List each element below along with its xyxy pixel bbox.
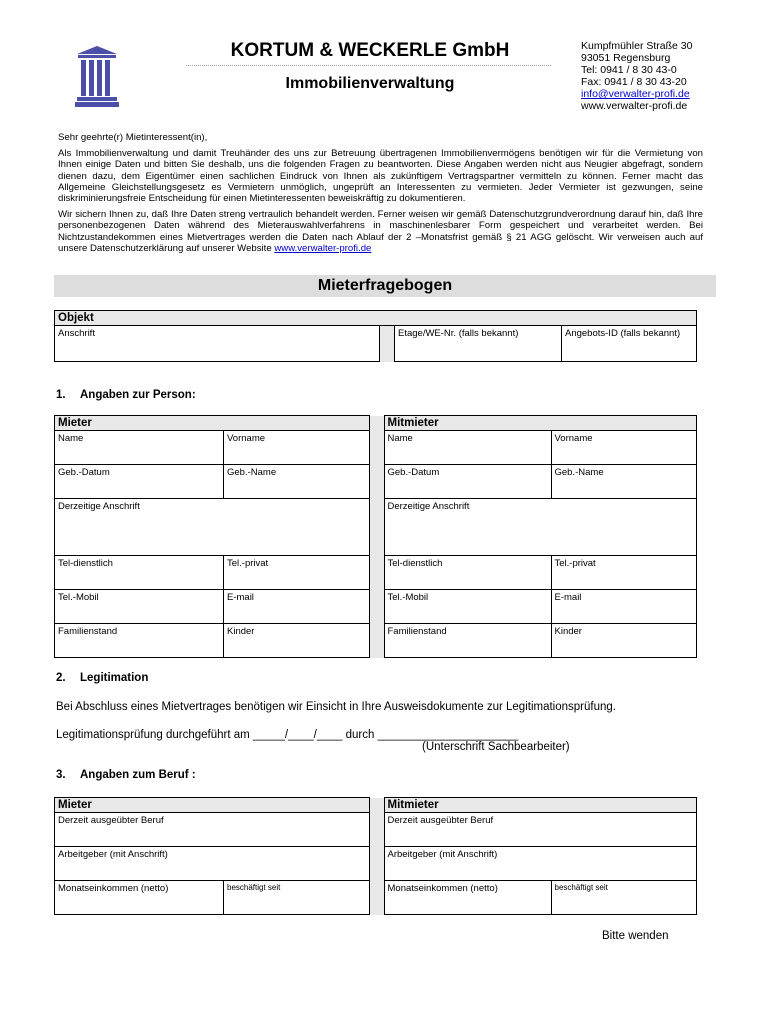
mitmieter-beschaeftigt-seit-field[interactable]: beschäftigt seit [551,881,697,915]
contact-tel: Tel: 0941 / 8 30 43-0 [581,64,677,76]
mitmieter-einkommen-field[interactable]: Monatseinkommen (netto) [384,881,551,915]
mieter-geb-name-field[interactable]: Geb.-Name [224,465,370,499]
mitmieter-arbeitgeber-field[interactable]: Arbeitgeber (mit Anschrift) [384,847,697,881]
contact-fax: Fax: 0941 / 8 30 43-20 [581,76,687,88]
mitmieter-kinder-field[interactable]: Kinder [551,624,697,658]
contact-city: 93051 Regensburg [581,52,671,64]
table-gap [369,798,384,915]
anschrift-field[interactable]: Anschrift [55,326,380,362]
mitmieter-tel-dienst-field[interactable]: Tel-dienstlich [384,556,551,590]
intro-paragraph-2-text: Wir sichern Ihnen zu, daß Ihre Daten streng vertraulich behandelt werden. Ferner weisen wir gemäß Datenschutzgrundverordnung darauf hin, daß Ihre personenbezogenen Daten während des Mieterauswahlverfahrens in maschinenlesbarer Form gespeichert und verarbeitet werden. Bei Nichtzustandekommen eines Mietvertrages werden die Daten nach Ablauf der 2 –Monatsfrist gemäß § 21 AGG gelöscht. Wir verweisen auch auf unsere Datenschutzerklärung auf unserer Website [58,209,703,254]
objekt-header: Objekt [55,311,697,326]
mieter-name-field[interactable]: Name [55,431,224,465]
mitmieter-name-field[interactable]: Name [384,431,551,465]
section-2-number: 2. [56,672,66,684]
angebot-id-field[interactable]: Angebots-ID (falls bekannt) [562,326,697,362]
mitmieter-tel-mobil-field[interactable]: Tel.-Mobil [384,590,551,624]
greeting: Sehr geehrte(r) Mietinteressent(in), [58,132,208,143]
contact-street: Kumpfmühler Straße 30 [581,40,693,52]
section-1-number: 1. [56,389,66,401]
header-divider [186,65,551,66]
section-3-number: 3. [56,769,66,781]
company-subtitle: Immobilienverwaltung [285,75,455,92]
beruf-mitmieter-header: Mitmieter [384,798,697,813]
mieter-tel-dienst-field[interactable]: Tel-dienstlich [55,556,224,590]
section-2-heading [56,672,148,684]
intro-paragraph-1: Als Immobilienverwaltung und damit Treuhänder des uns zur Betreuung übertragenen Immobilienvermögens benötigen wir für die Vermietung von Ihnen einige Daten und bitten Sie deshalb, uns die folgenden Fragen zu beantworten. Diese Angaben werden nicht aus Neugier abgefragt, sondern dienen dazu, dem Eigentümer einen sachlichen Eindruck von Ihnen als zukünftigem Vertragspartner vermitteln zu können. Ferner macht das Allgemeine Gleichstellungsgesetz es Vermietern unmöglich, ungeprüft an Interessenten zu vermieten. Jeder Vermieter ist gezwungen, seine diskriminierungsfreie Entscheidung für einen Mietinteressenten beweiskräftig zu dokumentieren. [58,148,703,205]
mieter-tel-mobil-field[interactable]: Tel.-Mobil [55,590,224,624]
mieter-anschrift-field[interactable]: Derzeitige Anschrift [55,499,370,556]
section-1-title: Angaben zur Person: [80,389,196,401]
legitimation-line: Legitimationsprüfung durchgeführt am _____/____/____ durch ______________________ [56,729,519,741]
mitmieter-email-field[interactable]: E-mail [551,590,697,624]
signature-caption: (Unterschrift Sachbearbeiter) [422,741,570,753]
beruf-mieter-header: Mieter [55,798,370,813]
building-logo-icon [75,46,119,108]
section-3-title: Angaben zum Beruf : [80,769,196,781]
mieter-arbeitgeber-field[interactable]: Arbeitgeber (mit Anschrift) [55,847,370,881]
mitmieter-beruf-field[interactable]: Derzeit ausgeübter Beruf [384,813,697,847]
mieter-einkommen-field[interactable]: Monatseinkommen (netto) [55,881,224,915]
section-2-title: Legitimation [80,672,149,684]
company-name: KORTUM & WECKERLE GmbH [230,40,510,61]
mieter-beruf-field[interactable]: Derzeit ausgeübter Beruf [55,813,370,847]
table-gap [380,326,395,362]
person-table [54,415,697,658]
objekt-table [54,310,697,362]
intro-paragraph-2 [58,209,703,254]
mitmieter-geb-datum-field[interactable]: Geb.-Datum [384,465,551,499]
contact-block [581,40,692,112]
mieter-beschaeftigt-seit-field[interactable]: beschäftigt seit [224,881,370,915]
intro-text [58,132,703,259]
mieter-kinder-field[interactable]: Kinder [224,624,370,658]
mieter-email-field[interactable]: E-mail [224,590,370,624]
legitimation-text: Bei Abschluss eines Mietvertrages benötigen wir Einsicht in Ihre Ausweisdokumente zur Legitimationsprüfung. [56,701,616,713]
beruf-table [54,797,697,915]
mieter-header: Mieter [55,416,370,431]
mieter-geb-datum-field[interactable]: Geb.-Datum [55,465,224,499]
table-gap [369,416,384,658]
website-link[interactable]: www.verwalter-profi.de [274,242,372,254]
mieter-vorname-field[interactable]: Vorname [224,431,370,465]
mitmieter-vorname-field[interactable]: Vorname [551,431,697,465]
footer-note: Bitte wenden [602,930,669,942]
mitmieter-anschrift-field[interactable]: Derzeitige Anschrift [384,499,697,556]
mieter-familienstand-field[interactable]: Familienstand [55,624,224,658]
mitmieter-tel-privat-field[interactable]: Tel.-privat [551,556,697,590]
contact-web: www.verwalter-profi.de [581,100,688,112]
mitmieter-header: Mitmieter [384,416,697,431]
mieter-tel-privat-field[interactable]: Tel.-privat [224,556,370,590]
section-3-heading [56,769,196,781]
etage-field[interactable]: Etage/WE-Nr. (falls bekannt) [395,326,562,362]
mitmieter-geb-name-field[interactable]: Geb.-Name [551,465,697,499]
form-title: Mieterfragebogen [54,275,716,297]
contact-email-link[interactable]: info@verwalter-profi.de [581,88,690,100]
mitmieter-familienstand-field[interactable]: Familienstand [384,624,551,658]
section-1-heading [56,389,196,401]
